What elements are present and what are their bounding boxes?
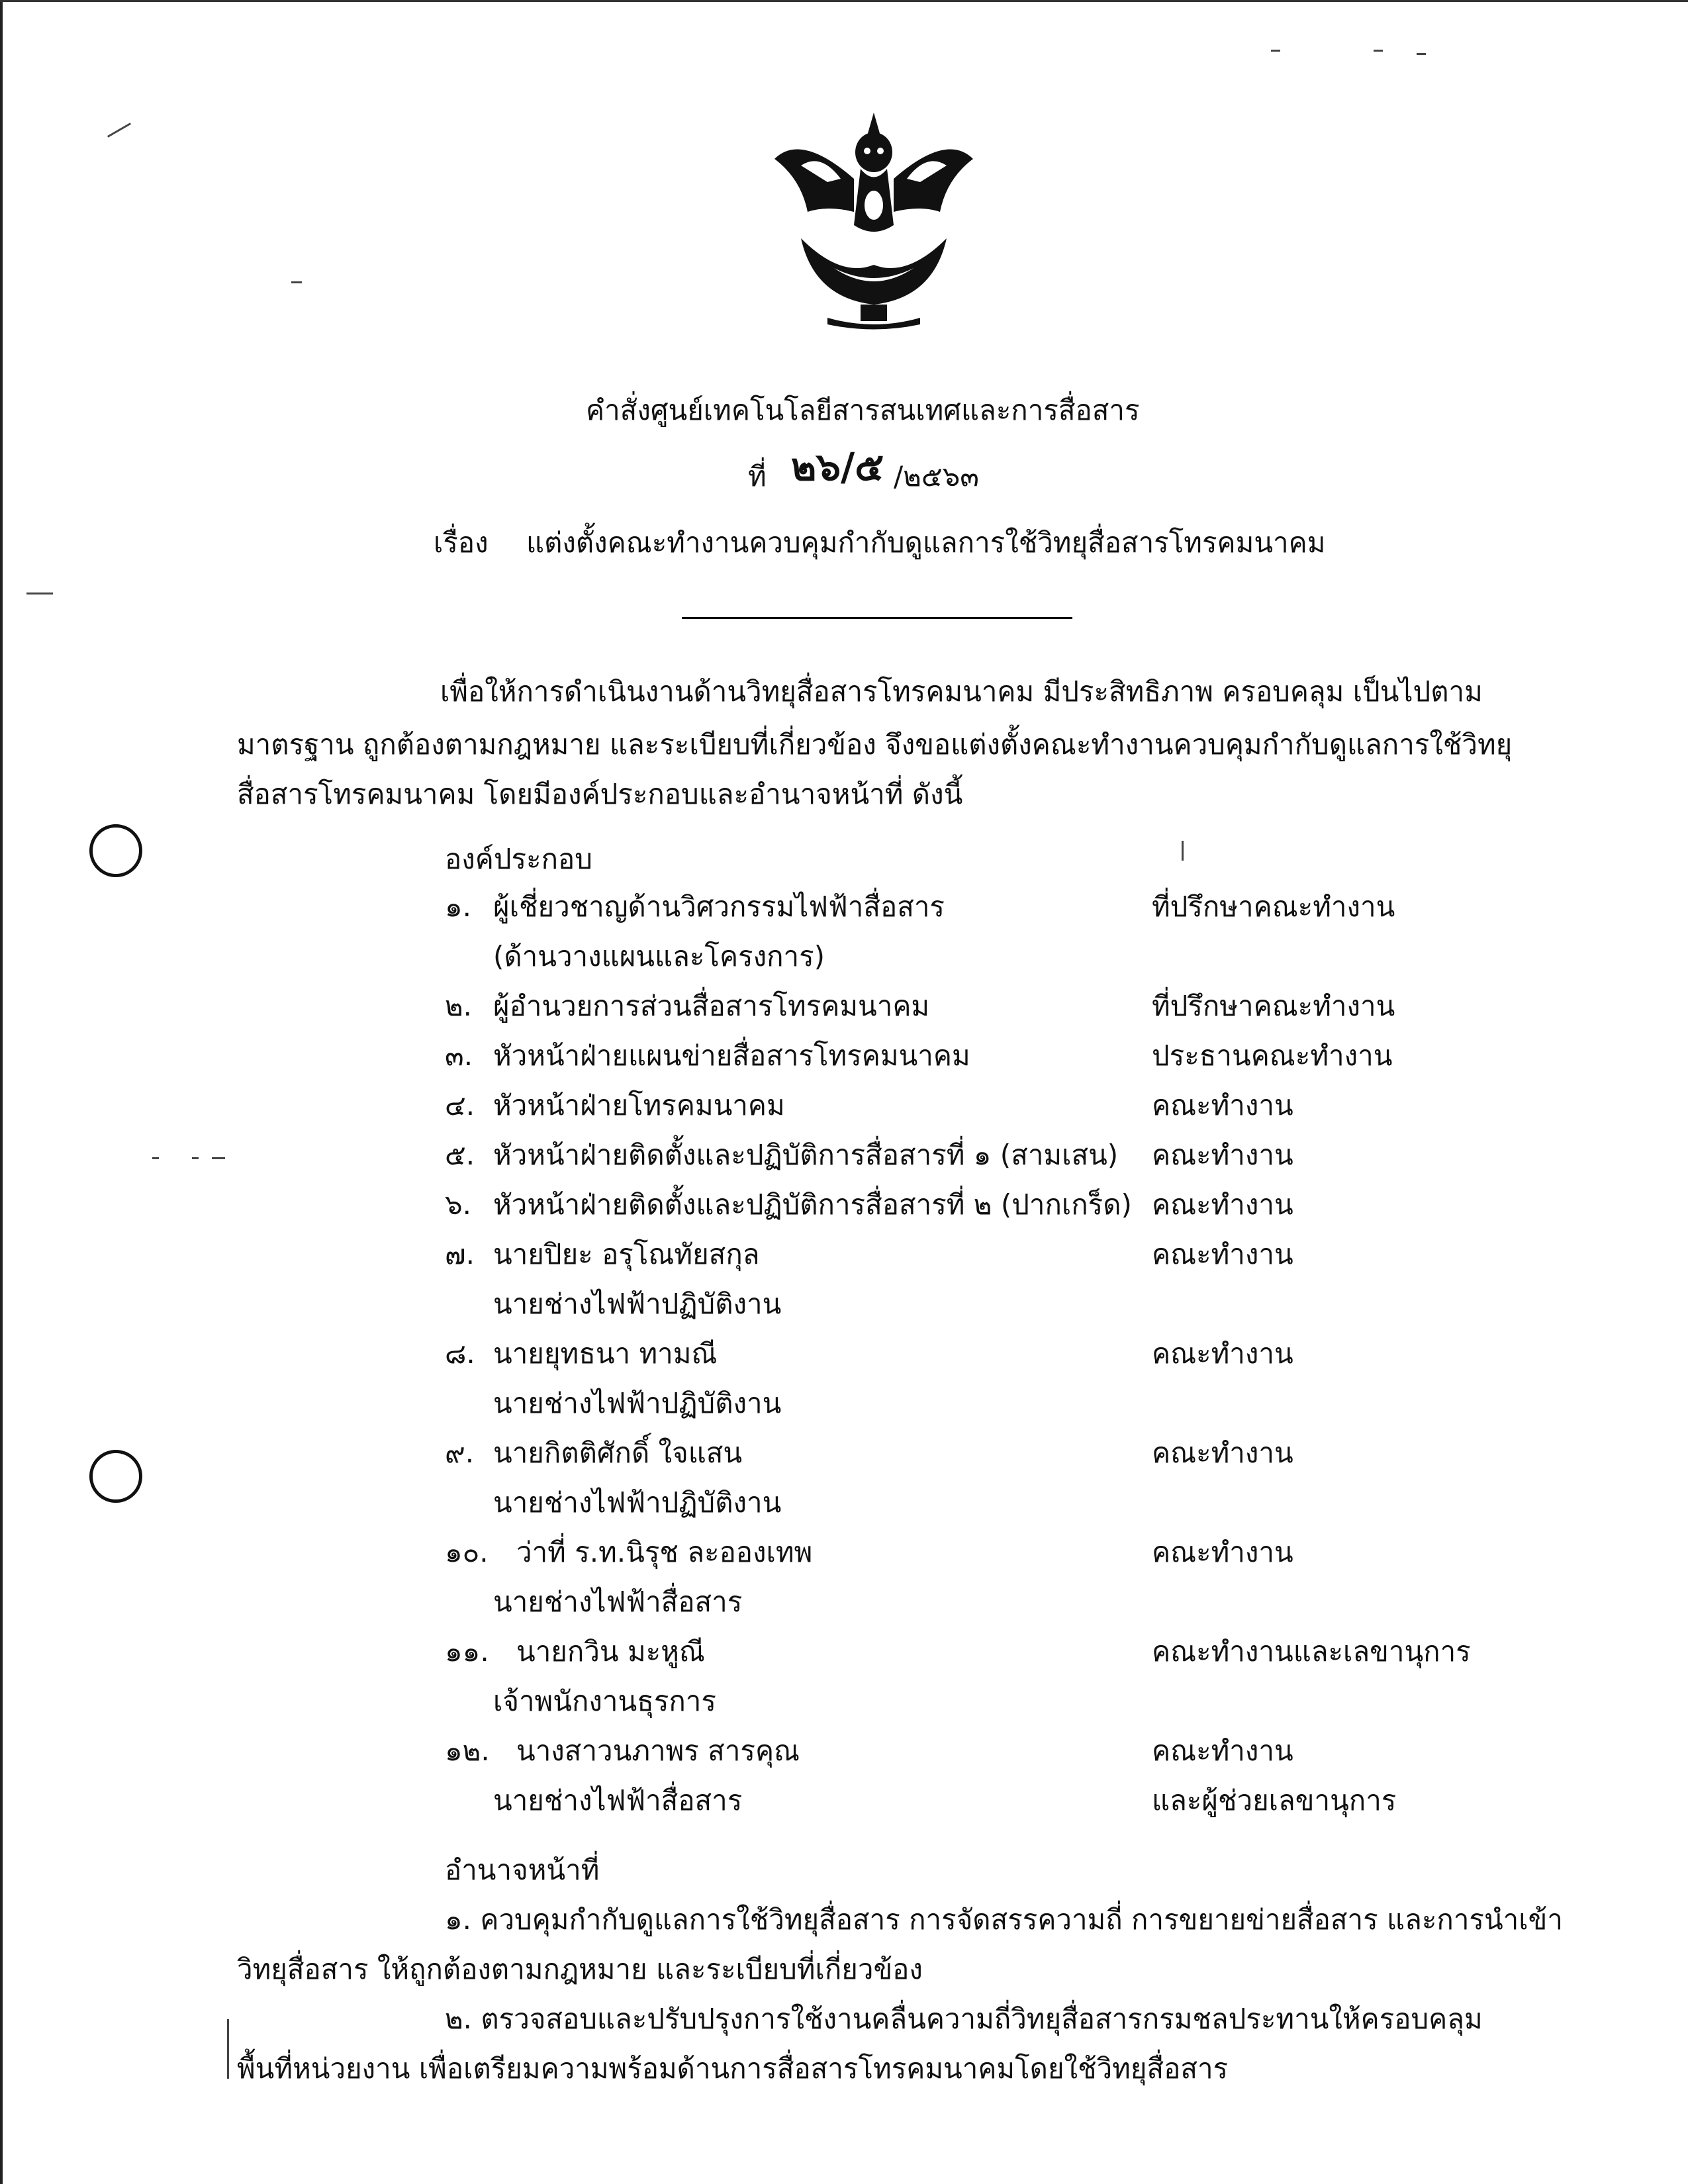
scan-speck <box>152 1157 159 1159</box>
member-number: ๘. <box>445 1337 475 1370</box>
scan-speck <box>291 281 302 283</box>
composition-heading: องค์ประกอบ <box>445 843 592 875</box>
garuda-emblem-icon <box>761 106 986 331</box>
member-role: คณะทำงาน <box>1152 1188 1293 1221</box>
punch-hole <box>89 1450 142 1503</box>
scan-speck <box>1271 50 1280 52</box>
scan-speck <box>1374 50 1383 52</box>
member-number: ๑๐. <box>445 1536 489 1568</box>
member-name: หัวหน้าฝ่ายโทรคมนาคม <box>493 1089 785 1121</box>
scan-speck <box>192 1157 199 1159</box>
header-divider <box>682 617 1072 619</box>
duty-1-line-1: ๑. ควบคุมกำกับดูแลการใช้วิทยุสื่อสาร การจัดสรรความถี่ การขยายข่ายสื่อสาร และการนำเข้า <box>445 1903 1563 1936</box>
member-role: คณะทำงาน <box>1152 1238 1293 1270</box>
member-role-continued: และผู้ช่วยเลขานุการ <box>1152 1784 1397 1817</box>
scan-speck <box>212 1157 225 1159</box>
member-title: นายช่างไฟฟ้าปฏิบัติงาน <box>493 1387 782 1419</box>
member-name: นายปิยะ อรุโณทัยสกุล <box>493 1238 760 1270</box>
member-title: นายช่างไฟฟ้าปฏิบัติงาน <box>493 1486 782 1519</box>
member-number: ๔. <box>445 1089 475 1121</box>
member-title: (ด้านวางแผนและโครงการ) <box>493 940 825 973</box>
member-role: คณะทำงาน <box>1152 1139 1293 1171</box>
member-name: ผู้อำนวยการส่วนสื่อสารโทรคมนาคม <box>493 990 930 1022</box>
member-name: หัวหน้าฝ่ายติดตั้งและปฏิบัติการสื่อสารที่ ๑ (สามเสน) <box>493 1139 1119 1171</box>
member-role: คณะทำงานและเลขานุการ <box>1152 1635 1471 1668</box>
member-title: เจ้าพนักงานธุรการ <box>493 1685 716 1717</box>
scan-speck <box>107 122 131 138</box>
order-number-handwritten: ๒๖/๕ <box>791 444 884 489</box>
order-number-prefix: ที่ <box>748 460 767 493</box>
duty-2-line-2: พื้นที่หน่วยงาน เพื่อเตรียมความพร้อมด้านการสื่อสารโทรคมนาคมโดยใช้วิทยุสื่อสาร <box>237 2052 1229 2085</box>
subject-text: แต่งตั้งคณะทำงานควบคุมกำกับดูแลการใช้วิทยุสื่อสารโทรคมนาคม <box>526 526 1326 559</box>
member-role: ที่ปรึกษาคณะทำงาน <box>1152 890 1395 923</box>
member-title: นายช่างไฟฟ้าสื่อสาร <box>493 1586 743 1618</box>
member-name: นายยุทธนา ทามณี <box>493 1337 718 1370</box>
member-number: ๑. <box>445 890 472 923</box>
member-number: ๖. <box>445 1188 472 1221</box>
scan-speck <box>1417 53 1426 55</box>
member-role: คณะทำงาน <box>1152 1337 1293 1370</box>
punch-hole <box>89 824 142 877</box>
member-role: คณะทำงาน <box>1152 1437 1293 1469</box>
duties-heading: อำนาจหน้าที่ <box>445 1854 600 1886</box>
duty-1-line-2: วิทยุสื่อสาร ให้ถูกต้องตามกฎหมาย และระเบียบที่เกี่ยวข้อง <box>237 1953 923 1985</box>
member-name: นายกวิน มะหูณี <box>516 1635 705 1668</box>
member-name: นายกิตติศักดิ์ ใจแสน <box>493 1437 743 1469</box>
member-name: หัวหน้าฝ่ายแผนข่ายสื่อสารโทรคมนาคม <box>493 1039 970 1072</box>
member-title: นายช่างไฟฟ้าปฏิบัติงาน <box>493 1288 782 1320</box>
scan-speck <box>1182 841 1184 861</box>
member-name: ผู้เชี่ยวชาญด้านวิศวกรรมไฟฟ้าสื่อสาร <box>493 890 945 923</box>
member-number: ๑๑. <box>445 1635 489 1668</box>
member-number: ๕. <box>445 1139 475 1171</box>
scan-speck <box>26 593 53 594</box>
intro-line-1: เพื่อให้การดำเนินงานด้านวิทยุสื่อสารโทรคมนาคม มีประสิทธิภาพ ครอบคลุม เป็นไปตาม <box>440 675 1483 708</box>
member-name: หัวหน้าฝ่ายติดตั้งและปฏิบัติการสื่อสารที่ ๒ (ปากเกร็ด) <box>493 1188 1132 1221</box>
member-number: ๙. <box>445 1437 475 1469</box>
member-role: ประธานคณะทำงาน <box>1152 1039 1393 1072</box>
member-role: ที่ปรึกษาคณะทำงาน <box>1152 990 1395 1022</box>
order-issuer: คำสั่งศูนย์เทคโนโลยีสารสนเทศและการสื่อสาร <box>586 394 1140 426</box>
scan-top-edge <box>0 0 1688 2</box>
duty-2-line-1: ๒. ตรวจสอบและปรับปรุงการใช้งานคลื่นความถี่วิทยุสื่อสารกรมชลประทานให้ครอบคลุม <box>445 2003 1483 2035</box>
member-role: คณะทำงาน <box>1152 1536 1293 1568</box>
order-number-year: /๒๕๖๓ <box>894 460 979 493</box>
member-number: ๑๒. <box>445 1734 490 1767</box>
member-title: นายช่างไฟฟ้าสื่อสาร <box>493 1784 743 1817</box>
intro-line-2: มาตรฐาน ถูกต้องตามกฎหมาย และระเบียบที่เกี่ยวข้อง จึงขอแต่งตั้งคณะทำงานควบคุมกำกับดูแลการใช้วิทยุ <box>237 728 1513 761</box>
scan-left-edge <box>0 0 3 2184</box>
member-number: ๒. <box>445 990 473 1022</box>
scan-speck <box>227 2019 229 2079</box>
intro-line-3: สื่อสารโทรคมนาคม โดยมีองค์ประกอบและอำนาจหน้าที่ ดังนี้ <box>237 778 963 810</box>
subject-label: เรื่อง <box>434 526 489 559</box>
member-role: คณะทำงาน <box>1152 1089 1293 1121</box>
member-role: คณะทำงาน <box>1152 1734 1293 1767</box>
member-name: นางสาวนภาพร สารคุณ <box>516 1734 800 1767</box>
member-number: ๓. <box>445 1039 473 1072</box>
member-name: ว่าที่ ร.ท.นิรุช ละอองเทพ <box>516 1536 813 1568</box>
member-number: ๗. <box>445 1238 475 1270</box>
